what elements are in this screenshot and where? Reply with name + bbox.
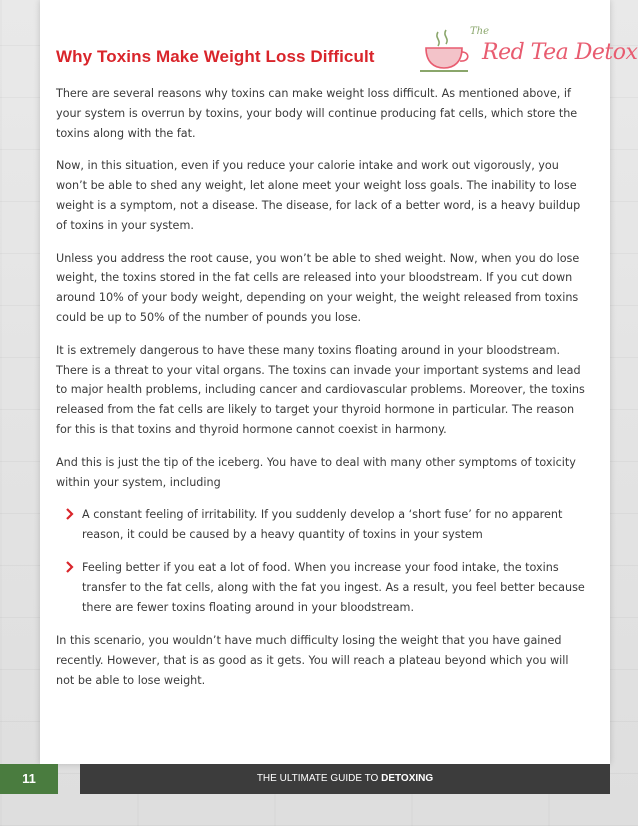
paragraph: Unless you address the root cause, you won’t be able to shed weight. Now, when you do lose weight, the toxins stored in the fat cells are released into your bloodstream. If you cut down around 10% of your body weight, depending on your weight, the weight released from toxins could be up to 50% of the number of pounds you lose. — [56, 251, 580, 324]
guide-title-prefix: THE ULTIMATE GUIDE TO — [256, 773, 382, 784]
guide-title-emphasis: DETOXING — [381, 773, 434, 784]
logo-prefix: The — [470, 26, 490, 37]
page-number: 11 — [0, 764, 58, 794]
list-item — [56, 505, 586, 545]
list-item-text: Feeling better if you eat a lot of food. When you increase your food intake, the toxins transfer to the fat cells, along with the fat you ingest. As a result, you feel better because there are fewer toxins floating around in your bloodstream. — [82, 560, 585, 614]
paragraph: In this scenario, you wouldn’t have much difficulty losing the weight that you have gained recently. However, that is as good as it gets. You will reach a plateau beyond which you will not be able to lose weight. — [56, 634, 569, 687]
paragraph: And this is just the tip of the iceberg. You have to deal with many other symptoms of toxicity within your system, including — [56, 455, 576, 489]
page-footer — [0, 764, 610, 794]
list-item-text: A constant feeling of irritability. If you suddenly develop a ‘short fuse’ for no apparent reason, it could be caused by a heavy quantity of toxins in your system — [82, 508, 563, 542]
brand-logo — [416, 18, 638, 84]
page-title: Why Toxins Make Weight Loss Difficult — [56, 47, 375, 66]
teacup-icon — [416, 24, 472, 78]
logo-name: Red Tea Detox — [482, 40, 638, 65]
chevron-right-icon — [65, 507, 75, 521]
paragraph: It is extremely dangerous to have these many toxins floating around in your bloodstream. There is a threat to your vital organs. The toxins can invade your important systems and lead to major health problems, including cancer and cardiovascular problems. Moreover, the toxins released from the fat cells are likely to target your thyroid hormone in particular. The reason for this is that toxins and thyroid hormone cannot coexist in harmony. — [56, 343, 585, 436]
chevron-right-icon — [65, 560, 75, 574]
footer-band — [80, 764, 610, 794]
paragraph: Now, in this situation, even if you reduce your calorie intake and work out vigorously, you won’t be able to shed any weight, let alone meet your weight loss goals. The inability to lose weight is a symptom, not a disease. The disease, for lack of a better word, is a heavy buildup of toxins in your system. — [56, 159, 581, 232]
symptom-list — [56, 505, 586, 617]
article-body — [56, 84, 586, 704]
paragraph: There are several reasons why toxins can make weight loss difficult. As mentioned above, if your system is overrun by toxins, your body will continue producing fat cells, which store the toxins along with the fat. — [56, 87, 578, 140]
list-item — [56, 558, 586, 617]
